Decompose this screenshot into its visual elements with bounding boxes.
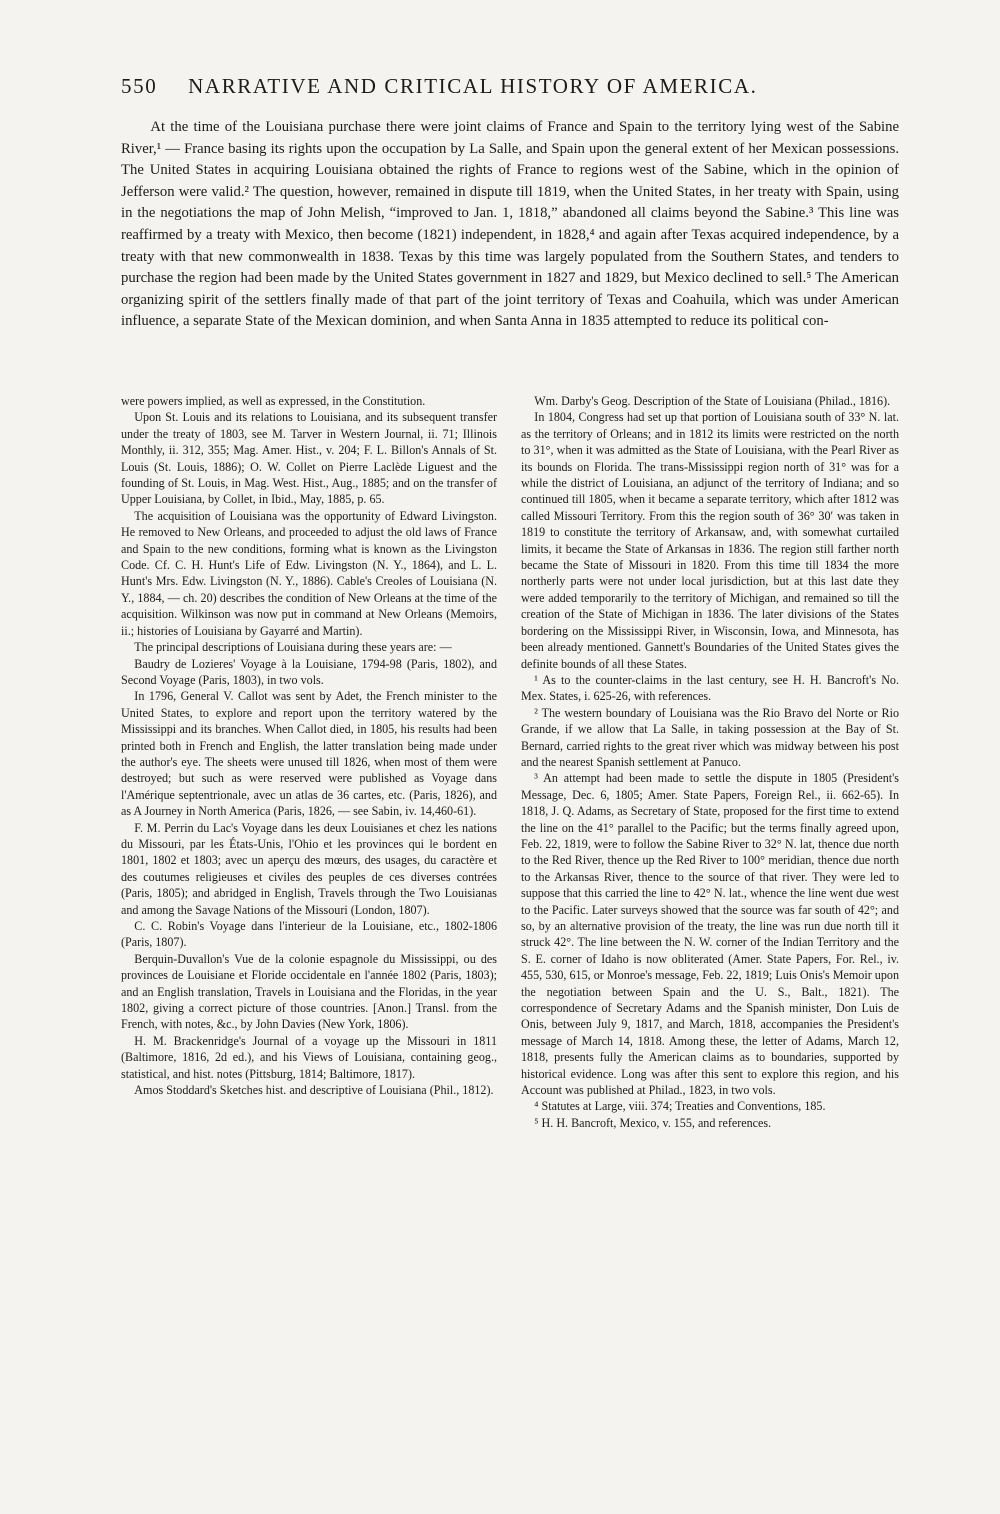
- footnote-column-right: [521, 393, 899, 1131]
- footnote-paragraph: Wm. Darby's Geog. Description of the State of Louisiana (Philad., 1816).: [534, 394, 891, 408]
- footnote-1: ¹ As to the counter-claims in the last century, see H. H. Bancroft's No. Mex. States, i. 625-26, with references.: [521, 672, 899, 704]
- main-paragraph: At the time of the Louisiana purchase there were joint claims of France and Spain to the territory lying west of the Sabine River,¹ — France basing its rights upon the occupation by La Salle, and Spain upon the general extent of her Mexican possessions. The United States in acquiring Louisiana obtained the rights of France to regions west of the Sabine, which in the opinion of Jefferson were valid.² The question, however, remained in dispute till 1819, when the United States, in her treaty with Spain, using in the negotiations the map of John Melish, “improved to Jan. 1, 1818,” abandoned all claims beyond the Sabine.³ This line was reaffirmed by a treaty with Mexico, then become (1821) independent, in 1828,⁴ and again after Texas acquired independence, by a treaty with that new commonwealth in 1838. Texas by this time was largely populated from the Southern States, and tenders to purchase the region had been made by the United States government in 1827 and 1829, but Mexico declined to sell.⁵ The American organizing spirit of the settlers finally made of that part of the joint territory of Texas and Coahuila, which was under American influence, a separate State of the Mexican dominion, and when Santa Anna in 1835 attempted to reduce its political con-: [121, 119, 899, 330]
- footnote-paragraph: were powers implied, as well as expressed, in the Constitution.: [121, 394, 426, 408]
- footnote-3: ³ An attempt had been made to settle the dispute in 1805 (President's Message, Dec. 6, 1805; Amer. State Papers, Foreign Rel., ii. 662-65). In 1818, J. Q. Adams, as Secretary of State, proposed for the first time to extend the line on the 41° parallel to the Pacific; but the terms finally agreed upon, Feb. 22, 1819, were to follow the Sabine River to 32° N. lat, thence due north to the Red River, thence up the Red River to 100° meridian, thence due north to the Arkansas River, thence to the source of that river. They were led to suppose that this carried the line to 42° N. lat., whence the line went due west to the Pacific. Later surveys showed that the source was far south of 42°; and so, by an alternative provision of the treaty, the line was run due north till it struck 42°. The line between the N. W. corner of the Indian Territory and the S. E. corner of Idaho is now obliterated (Amer. State Papers, For. Rel., iv. 455, 530, 615, or Monroe's message, Feb. 22, 1819; Luis Onis's Memoir upon the negotiation between Spain and the U. S., Balt., 1821). The correspondence of Secretary Adams and the Spanish minister, Don Luis de Onis, between July 9, 1817, and March, 1818, accompanies the President's message of March 14, 1818. Among these, the letter of Adams, March 12, 1818, presents fully the American claims as to boundaries, supported by historical evidence. Long was after this sent to explore this region, and his Account was published at Philad., 1823, in two vols.: [521, 771, 899, 1098]
- footnote-paragraph: Amos Stoddard's Sketches hist. and descriptive of Louisiana (Phil., 1812).: [134, 1083, 494, 1098]
- footnote-column-left: [121, 393, 497, 1098]
- footnote-paragraph: The acquisition of Louisiana was the opportunity of Edward Livingston. He removed to New Orleans, and proceeded to adjust the old laws of France and Spain to the new conditions, forming what is known as the Livingston Code. Cf. C. H. Hunt's Life of Edw. Livingston (N. Y., 1864), and L. L. Hunt's Mrs. Edw. Livingston (N. Y., 1886). Cable's Creoles of Louisiana (N. Y., 1884, — ch. 20) describes the condition of New Orleans at the time of the acquisition. Wilkinson was now put in command at New Orleans (Memoirs, ii.; histories of Louisiana by Gayarré and Martin).: [121, 508, 497, 638]
- footnote-paragraph: The principal descriptions of Louisiana during these years are: —: [134, 640, 452, 655]
- footnote-4: ⁴ Statutes at Large, viii. 374; Treaties and Conventions, 185.: [534, 1099, 826, 1114]
- footnote-5: ⁵ H. H. Bancroft, Mexico, v. 155, and references.: [534, 1115, 772, 1130]
- footnote-paragraph: Upon St. Louis and its relations to Louisiana, and its subsequent transfer under the treaty of 1803, see M. Tarver in Western Journal, ii. 71; Illinois Monthly, ii. 312, 355; Mag. Amer. Hist., v. 204; F. L. Billon's Annals of St. Louis (St. Louis, 1886); O. W. Collet on Pierre Laclède Liguest and the founding of St. Louis, in Mag. West. Hist., Aug., 1885; and on the transfer of Upper Louisiana, by Collet, in Ibid., May, 1885, p. 65.: [121, 410, 497, 507]
- footnote-paragraph: Berquin-Duvallon's Vue de la colonie espagnole du Mississippi, ou des provinces de Louisiane et Floride occidentale en l'année 1802 (Paris, 1803); and an English translation, Travels in Louisiana and the Floridas, in the year 1802, giving a correct picture of those countries. [Anon.] Transl. from the French, with notes, &c., by John Davies (New York, 1806).: [121, 951, 497, 1032]
- footnote-2: ² The western boundary of Louisiana was the Rio Bravo del Norte or Rio Grande, if we allow that La Salle, in taking possession at the Bay of St. Bernard, carried rights to the great river which was midway between his post and the nearest Spanish settlement at Panuco.: [521, 705, 899, 769]
- book-title: NARRATIVE AND CRITICAL HISTORY OF AMERICA.: [188, 74, 758, 98]
- footnote-paragraph: H. M. Brackenridge's Journal of a voyage up the Missouri in 1811 (Baltimore, 1816, 2d ed.), and his Views of Louisiana, containing geog., statistical, and hist. notes (Pittsburg, 1814; Baltimore, 1817).: [121, 1033, 497, 1081]
- page-number: 550: [121, 74, 158, 98]
- running-header: [121, 74, 811, 99]
- footnote-paragraph: Baudry de Lozieres' Voyage à la Louisiane, 1794-98 (Paris, 1802), and Second Voyage (Paris, 1803), in two vols.: [121, 656, 497, 687]
- footnote-paragraph: C. C. Robin's Voyage dans l'interieur de la Louisiane, etc., 1802-1806 (Paris, 1807).: [121, 919, 497, 950]
- footnote-paragraph: In 1804, Congress had set up that portion of Louisiana south of 33° N. lat. as the territory of Orleans; and in 1812 its limits were restricted on the north to 31°, when it was admitted as the State of Louisiana, with the Pearl River as its bounds on Florida. The trans-Mississippi region north of 31° was for a while the district of Louisiana, an adjunct of the territory of Indiana; and so continued till 1805, when it became a separate territory, which after 1812 was called Missouri Territory. From this the region south of 36° 30′ was taken in 1819 to constitute the territory of Arkansaw, and, with somewhat curtailed limits, it became the State of Arkansas in 1836. The region still farther north became the State of Missouri in 1820. From this time till 1834 the more northerly parts were not under local jurisdiction, but at this last date they were added temporarily to the territory of Michigan, and remained so till the creation of the State of Michigan in 1836. The later divisions of the States bordering on the Mississippi River, in Wisconsin, Iowa, and Minnesota, has been already mentioned. Gannett's Boundaries of the United States gives the definite bounds of all these States.: [521, 410, 899, 671]
- footnote-paragraph: In 1796, General V. Callot was sent by Adet, the French minister to the United States, to explore and report upon the territory watered by the Mississippi and its branches. When Callot died, in 1805, his results had been printed both in French and English, the latter translation being made under the author's eye. The sheets were unused till 1826, when most of them were destroyed; but such as were reserved were published as Voyage dans l'Amérique septentrionale, avec un atlas de 36 cartes, etc. (Paris, 1826), and as A Journey in North America (Paris, 1826, — see Sabin, iv. 14,460-61).: [121, 689, 497, 819]
- footnote-paragraph: F. M. Perrin du Lac's Voyage dans les deux Louisianes et chez les nations du Missouri, par les États-Unis, l'Ohio et les provinces qui le bordent en 1801, 1802 et 1803; avec un aperçu des mœurs, des usages, du caractère et des coutumes religieuses et civiles des peuples de ces diverses contrées (Paris, 1805); and abridged in English, Travels through the Two Louisianas and among the Savage Nations of the Missouri (London, 1807).: [121, 820, 497, 917]
